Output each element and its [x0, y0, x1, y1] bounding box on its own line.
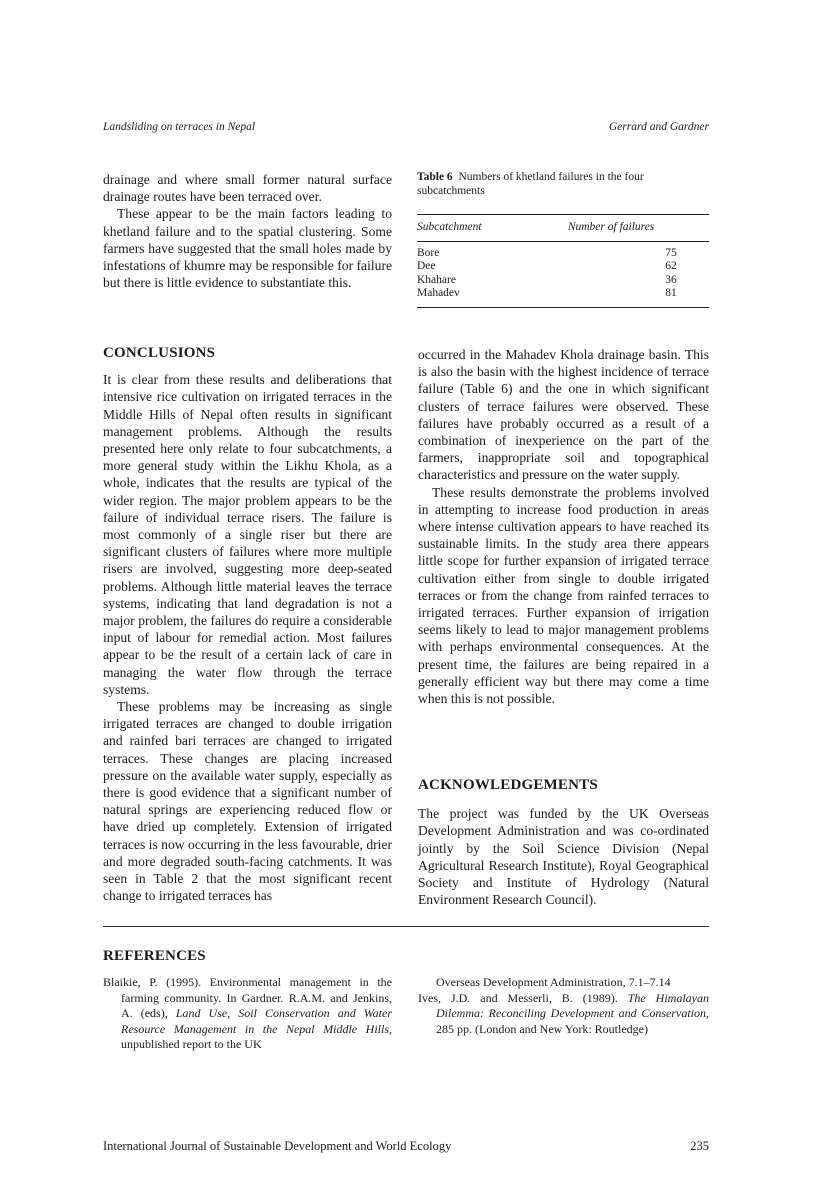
conclusions-paragraph: These problems may be increasing as single irrigated terraces are changed to double irrigation and rainfed bari terraces are changed to irrigated terraces. These changes are placing increased pressure on the available water supply, especially as there is good evidence that a significant number of natural springs are experiencing reduced flow or have dried up completely. Extension of irrigated terraces is now occurring in the less favourable, drier and more degraded south-facing catchments. It was seen in Table 2 that the most significant recent change to irrigated terraces has [103, 699, 392, 904]
cell-failures: 75 [665, 247, 677, 259]
acknowledgements-section [418, 777, 709, 908]
table-row [417, 274, 709, 287]
running-head-right: Gerrard and Gardner [608, 121, 709, 133]
conclusions-paragraph: occurred in the Mahadev Khola drainage basin. This is also the basin with the highest incidence of terrace failure (Table 6) and the one in which significant clusters of terrace failures were observed. These failures have probably occurred as a result of a combination of inexperience on the part of the farmers, inappropriate soil and topographical characteristics and pressure on the water supply. [418, 347, 709, 483]
acknowledgements-heading: ACKNOWLEDGEMENTS [418, 777, 598, 793]
cell-subcatchment: Dee [417, 260, 436, 273]
intro-column [103, 171, 392, 291]
cell-failures: 36 [665, 273, 677, 286]
cell-subcatchment: Mahadev [417, 287, 513, 307]
cell-subcatchment: Khahare [417, 273, 456, 286]
reference-item [103, 975, 392, 1053]
reference-tail: unpublished report to the UK [121, 1037, 262, 1052]
conclusions-section [103, 345, 392, 905]
intro-paragraph: These appear to be the main factors leading to khetland failure and to the spatial clustering. Some farmers have suggested that the small holes made by infestations of khumre may be responsible for failure but there is little evidence to substantiate this. [103, 206, 392, 291]
conclusions-paragraph: It is clear from these results and deliberations that intensive rice cultivation on irrigated terraces in the Middle Hills of Nepal often results in significant management problems. Although the results presented here only relate to four subcatchments, a more general study within the Likhu Khola, as a whole, indicates that the results are typical of the wider region. The major problem appears to be the failure of individual terrace risers. The failure is most commonly of a single riser but there are significant clusters of failures where more multiple risers are involved, suggesting more deep-seated problems. Although little material leaves the terrace systems, indicating that land degradation is not a major problem, the failures do require a considerable input of labour for remedial action. Most failures appear to be the result of a certain lack of care in managing the water flow through the terrace systems. [103, 372, 392, 697]
reference-authors: Ives, J.D. and Messerli, B. (1989). [418, 990, 628, 1005]
table-label: Table 6 [417, 171, 453, 183]
table-row [417, 260, 709, 273]
references-heading: REFERENCES [103, 948, 206, 964]
conclusions-continued [418, 346, 709, 707]
table-caption-text: Numbers of khetland failures in the four subcatchments [417, 171, 644, 197]
acknowledgements-text: The project was funded by the UK Overseas Development Administration and was co-ordinated jointly by the Soil Science Division (Nepal Agricultural Research Institute), Royal Geographical Society and Institute of Hydrology (Natural Environment Research Council). [418, 806, 709, 908]
conclusions-paragraph: These results demonstrate the problems involved in attempting to increase food production in areas where intense cultivation appears to have reached its sustainable limits. In the study area there appears little scope for further expansion of irrigated terrace cultivation either from single to double irrigated terraces or from the change from rainfed terraces to irrigated terraces. Further expansion of irrigation seems likely to lead to major management problems with perhaps environmental consequences. At the present time, the failures are being repaired in a generally efficient way but there may come a time when this is not possible. [418, 484, 709, 707]
cell-failures: 81 [513, 287, 709, 307]
page-number: 235 [690, 1139, 709, 1153]
reference-title: Land Use, Soil Conservation and Water Resource Management in the Nepal Middle Hills, [121, 1006, 392, 1036]
table-row [417, 242, 709, 261]
intro-paragraph: drainage and where small former natural surface drainage routes have been terraced over. [103, 172, 392, 205]
reference-list-right [418, 975, 709, 1037]
reference-authors: Blaikie, P. (1995). Environmental management in the farming community. In Gardner. R.A.M. and Jenkins, A. (eds), [103, 975, 392, 1021]
conclusions-heading: CONCLUSIONS [103, 345, 216, 361]
cell-subcatchment: Bore [417, 247, 440, 259]
column-header-subcatchment: Subcatchment [417, 215, 513, 242]
section-divider [103, 926, 709, 927]
reference-title: The Himalayan Dilemma: Reconciling Development and Conservation, [436, 990, 710, 1021]
failures-table [417, 214, 709, 308]
running-head-left: Landsliding on terraces in Nepal [103, 121, 256, 133]
table-caption [417, 170, 709, 198]
column-header-failures: Number of failures [513, 215, 709, 242]
table-6 [417, 170, 709, 308]
reference-item [418, 991, 709, 1038]
reference-continued: Overseas Development Administration, 7.1–7.14 [436, 975, 671, 989]
cell-failures: 62 [665, 260, 677, 273]
reference-tail: 285 pp. (London and New York: Routledge) [436, 1021, 648, 1036]
table-row [417, 287, 709, 307]
footer-journal: International Journal of Sustainable Development and World Ecology [103, 1139, 452, 1153]
reference-list-left [103, 975, 392, 1053]
